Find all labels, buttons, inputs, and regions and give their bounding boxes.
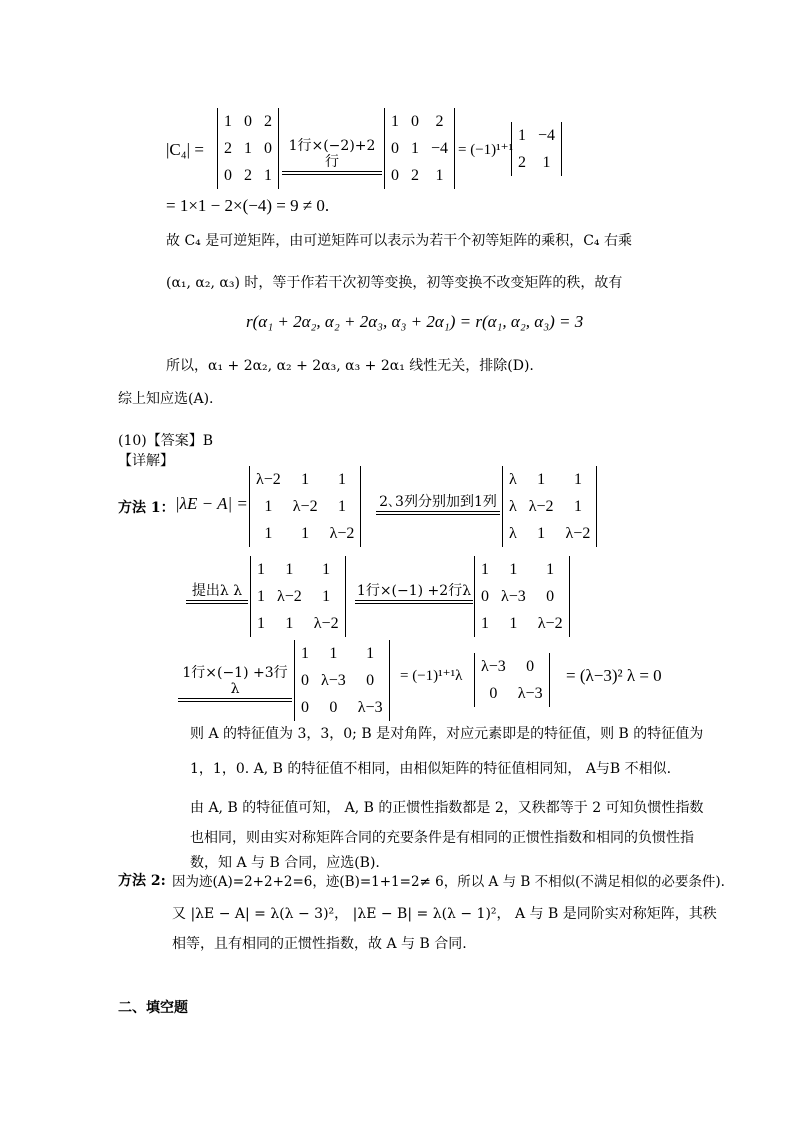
matrix-cell: 1 bbox=[285, 560, 294, 578]
factor-out-arrow bbox=[186, 583, 248, 604]
matrix-cell: 0 bbox=[546, 587, 555, 605]
minor-matrix-2 bbox=[474, 653, 550, 707]
matrix-cell: 1 bbox=[257, 614, 265, 632]
congruent-text: 相等，且有相同的正惯性指数，故 A 与 B 合同. bbox=[172, 936, 467, 952]
matrix-cell: 1 bbox=[337, 497, 346, 515]
section-heading: 二、填空题 bbox=[118, 1000, 188, 1016]
method2-label: 方法 2: bbox=[118, 873, 166, 889]
matrix-cell: 1 bbox=[391, 112, 399, 130]
matrix-cell: 1 bbox=[301, 644, 309, 662]
matrix-cell: λ−3 bbox=[321, 671, 346, 689]
matrix-cell: 1 bbox=[322, 587, 331, 605]
col-op-label: 2､3列分别加到1列 bbox=[379, 494, 497, 510]
char-matrix-4 bbox=[474, 556, 570, 637]
matrix-cell: 1 bbox=[542, 153, 551, 171]
matrix-cell: 1 bbox=[435, 166, 444, 184]
row-op-arrow-2 bbox=[355, 583, 473, 604]
matrix-cell: 2 bbox=[411, 166, 419, 184]
char-poly-lhs: |λE − A| = bbox=[175, 494, 248, 513]
matrix-cell: λ−2 bbox=[565, 524, 591, 542]
matrix-cell: 0 bbox=[366, 671, 375, 689]
matrix-cell: 2 bbox=[435, 112, 444, 130]
matrix-cell: λ bbox=[509, 497, 517, 515]
matrix-cell: −4 bbox=[431, 139, 449, 157]
matrix-cell: 1 bbox=[322, 560, 331, 578]
matrix-cell: 1 bbox=[481, 614, 489, 632]
matrix-cell: 0 bbox=[301, 671, 309, 689]
matrix-cell: λ−2 bbox=[329, 524, 355, 542]
matrix-cell: 1 bbox=[285, 614, 294, 632]
matrix-cell: 1 bbox=[509, 614, 518, 632]
matrix-cell: 1 bbox=[509, 560, 518, 578]
matrix-cell: λ−2 bbox=[313, 614, 339, 632]
col-op-arrow bbox=[376, 494, 500, 515]
matrix-cell: λ−3 bbox=[357, 698, 383, 716]
cofactor-sign-2: = (−1)¹⁺¹λ bbox=[400, 668, 463, 684]
row-op-arrow-3 bbox=[178, 665, 292, 702]
matrix-cell: 2 bbox=[244, 166, 252, 184]
char-matrix-5 bbox=[294, 640, 390, 721]
c4-det-label: |C₄| = bbox=[166, 140, 204, 159]
minor-matrix bbox=[511, 122, 562, 176]
matrix-cell: 1 bbox=[257, 560, 265, 578]
matrix-cell: 1 bbox=[264, 497, 273, 515]
cofactor-sign: = (−1)¹⁺¹ bbox=[458, 142, 514, 158]
matrix-cell: 2 bbox=[518, 153, 526, 171]
matrix-cell: λ−2 bbox=[537, 614, 563, 632]
matrix-cell: 1 bbox=[366, 644, 375, 662]
conclusion-a: 综上知应选(A). bbox=[118, 391, 214, 407]
matrix-cell: 0 bbox=[244, 112, 252, 130]
eigen-text-2: 1，1，0. A, B 的特征值不相同，由相似矩阵的特征值相同知， A与B 不相似. bbox=[190, 761, 672, 777]
matrix-cell: 1 bbox=[573, 470, 582, 488]
matrix-cell: 1 bbox=[537, 470, 546, 488]
matrix-cell: 0 bbox=[224, 166, 232, 184]
matrix-cell: λ bbox=[509, 524, 517, 542]
paragraph-elementary: (α₁, α₂, α₃) 时，等于作若干次初等变换，初等变换不改变矩阵的秩，故有 bbox=[166, 275, 623, 291]
det-value-line: = 1×1 − 2×(−4) = 9 ≠ 0. bbox=[166, 196, 330, 215]
c4-matrix bbox=[217, 108, 279, 189]
inertia-text-1: 由 A, B 的特征值可知， A, B 的正惯性指数都是 2，又秩都等于 2 可知负惯性指数 bbox=[190, 800, 704, 816]
matrix-cell: 1 bbox=[546, 560, 555, 578]
matrix-cell: λ−3 bbox=[517, 684, 543, 702]
row-op-label-3: 1行×(−1) +3行λ bbox=[182, 665, 288, 697]
matrix-cell: 0 bbox=[301, 698, 309, 716]
paragraph-invertible: 故 C₄ 是可逆矩阵，由可逆矩阵可以表示为若干个初等矩阵的乘积，C₄ 右乘 bbox=[166, 233, 632, 249]
matrix-cell: 1 bbox=[518, 126, 526, 144]
char-matrix-1 bbox=[249, 466, 361, 547]
matrix-cell: 2 bbox=[264, 112, 272, 130]
row-op-arrow bbox=[282, 138, 382, 175]
matrix-cell: 0 bbox=[411, 112, 419, 130]
matrix-cell: 1 bbox=[329, 644, 338, 662]
char-poly-result: = (λ−3)² λ = 0 bbox=[566, 666, 662, 685]
factor-out-label: 提出λ λ bbox=[191, 583, 243, 599]
row-op-label-2: 1行×(−1) +2行λ bbox=[356, 583, 472, 599]
matrix-cell: 0 bbox=[264, 139, 272, 157]
reduced-matrix bbox=[384, 108, 455, 189]
matrix-cell: λ−3 bbox=[501, 587, 526, 605]
matrix-cell: 2 bbox=[224, 139, 232, 157]
matrix-cell: 1 bbox=[411, 139, 419, 157]
trace-text: 因为迹(A)=2+2+2=6，迹(B)=1+1=2≠ 6，所以 A 与 B 不相似(不满足相似的必要条件). bbox=[172, 874, 725, 890]
matrix-cell: λ bbox=[509, 470, 517, 488]
matrix-cell: 1 bbox=[481, 560, 489, 578]
matrix-cell: λ−2 bbox=[292, 497, 318, 515]
matrix-cell: 0 bbox=[329, 698, 338, 716]
inertia-text-3: 数，知 A 与 B 合同，应选(B). bbox=[190, 855, 380, 871]
matrix-cell: 1 bbox=[264, 524, 273, 542]
matrix-cell: 1 bbox=[573, 497, 582, 515]
matrix-cell: λ−2 bbox=[277, 587, 302, 605]
matrix-cell: 1 bbox=[257, 587, 265, 605]
method1-label: 方法 1： bbox=[118, 500, 175, 516]
paragraph-independent: 所以，α₁ + 2α₂, α₂ + 2α₃, α₃ + 2α₁ 线性无关，排除(D). bbox=[166, 358, 534, 374]
matrix-cell: 0 bbox=[391, 166, 399, 184]
answer-label: (10)【答案】B bbox=[118, 433, 214, 449]
char-poly-text: 又 |λE − A| = λ(λ − 3)²， |λE − B| = λ(λ − 1)²， A 与 B 是同阶实对称矩阵，其秩 bbox=[172, 906, 717, 922]
matrix-cell: 0 bbox=[526, 657, 535, 675]
matrix-cell: 0 bbox=[391, 139, 399, 157]
char-matrix-2 bbox=[502, 466, 597, 547]
matrix-cell: 0 bbox=[489, 684, 498, 702]
char-matrix-3 bbox=[250, 556, 346, 637]
matrix-cell: 1 bbox=[224, 112, 232, 130]
matrix-cell: 1 bbox=[301, 524, 310, 542]
inertia-text-2: 也相同，则由实对称矩阵合同的充要条件是有相同的正惯性指数和相同的负惯性指 bbox=[190, 830, 694, 846]
matrix-cell: λ−2 bbox=[528, 497, 554, 515]
matrix-cell: −4 bbox=[538, 126, 556, 144]
eigen-text-1: 则 A 的特征值为 3，3，0; B 是对角阵，对应元素即是的特征值，则 B 的特征值为 bbox=[190, 726, 704, 742]
matrix-cell: 1 bbox=[244, 139, 252, 157]
matrix-cell: λ−2 bbox=[256, 470, 281, 488]
detail-label: 【详解】 bbox=[118, 453, 174, 469]
matrix-cell: 0 bbox=[481, 587, 489, 605]
matrix-cell: 1 bbox=[301, 470, 310, 488]
matrix-cell: 1 bbox=[337, 470, 346, 488]
matrix-cell: 1 bbox=[264, 166, 272, 184]
matrix-cell: 1 bbox=[537, 524, 546, 542]
row-op-label: 1行×(−2)+2行 bbox=[288, 138, 376, 170]
rank-equation: r(α₁ + 2α₂, α₂ + 2α₃, α₃ + 2α₁) = r(α₁, α₂, α₃) = 3 bbox=[246, 312, 584, 331]
matrix-cell: λ−3 bbox=[481, 657, 506, 675]
